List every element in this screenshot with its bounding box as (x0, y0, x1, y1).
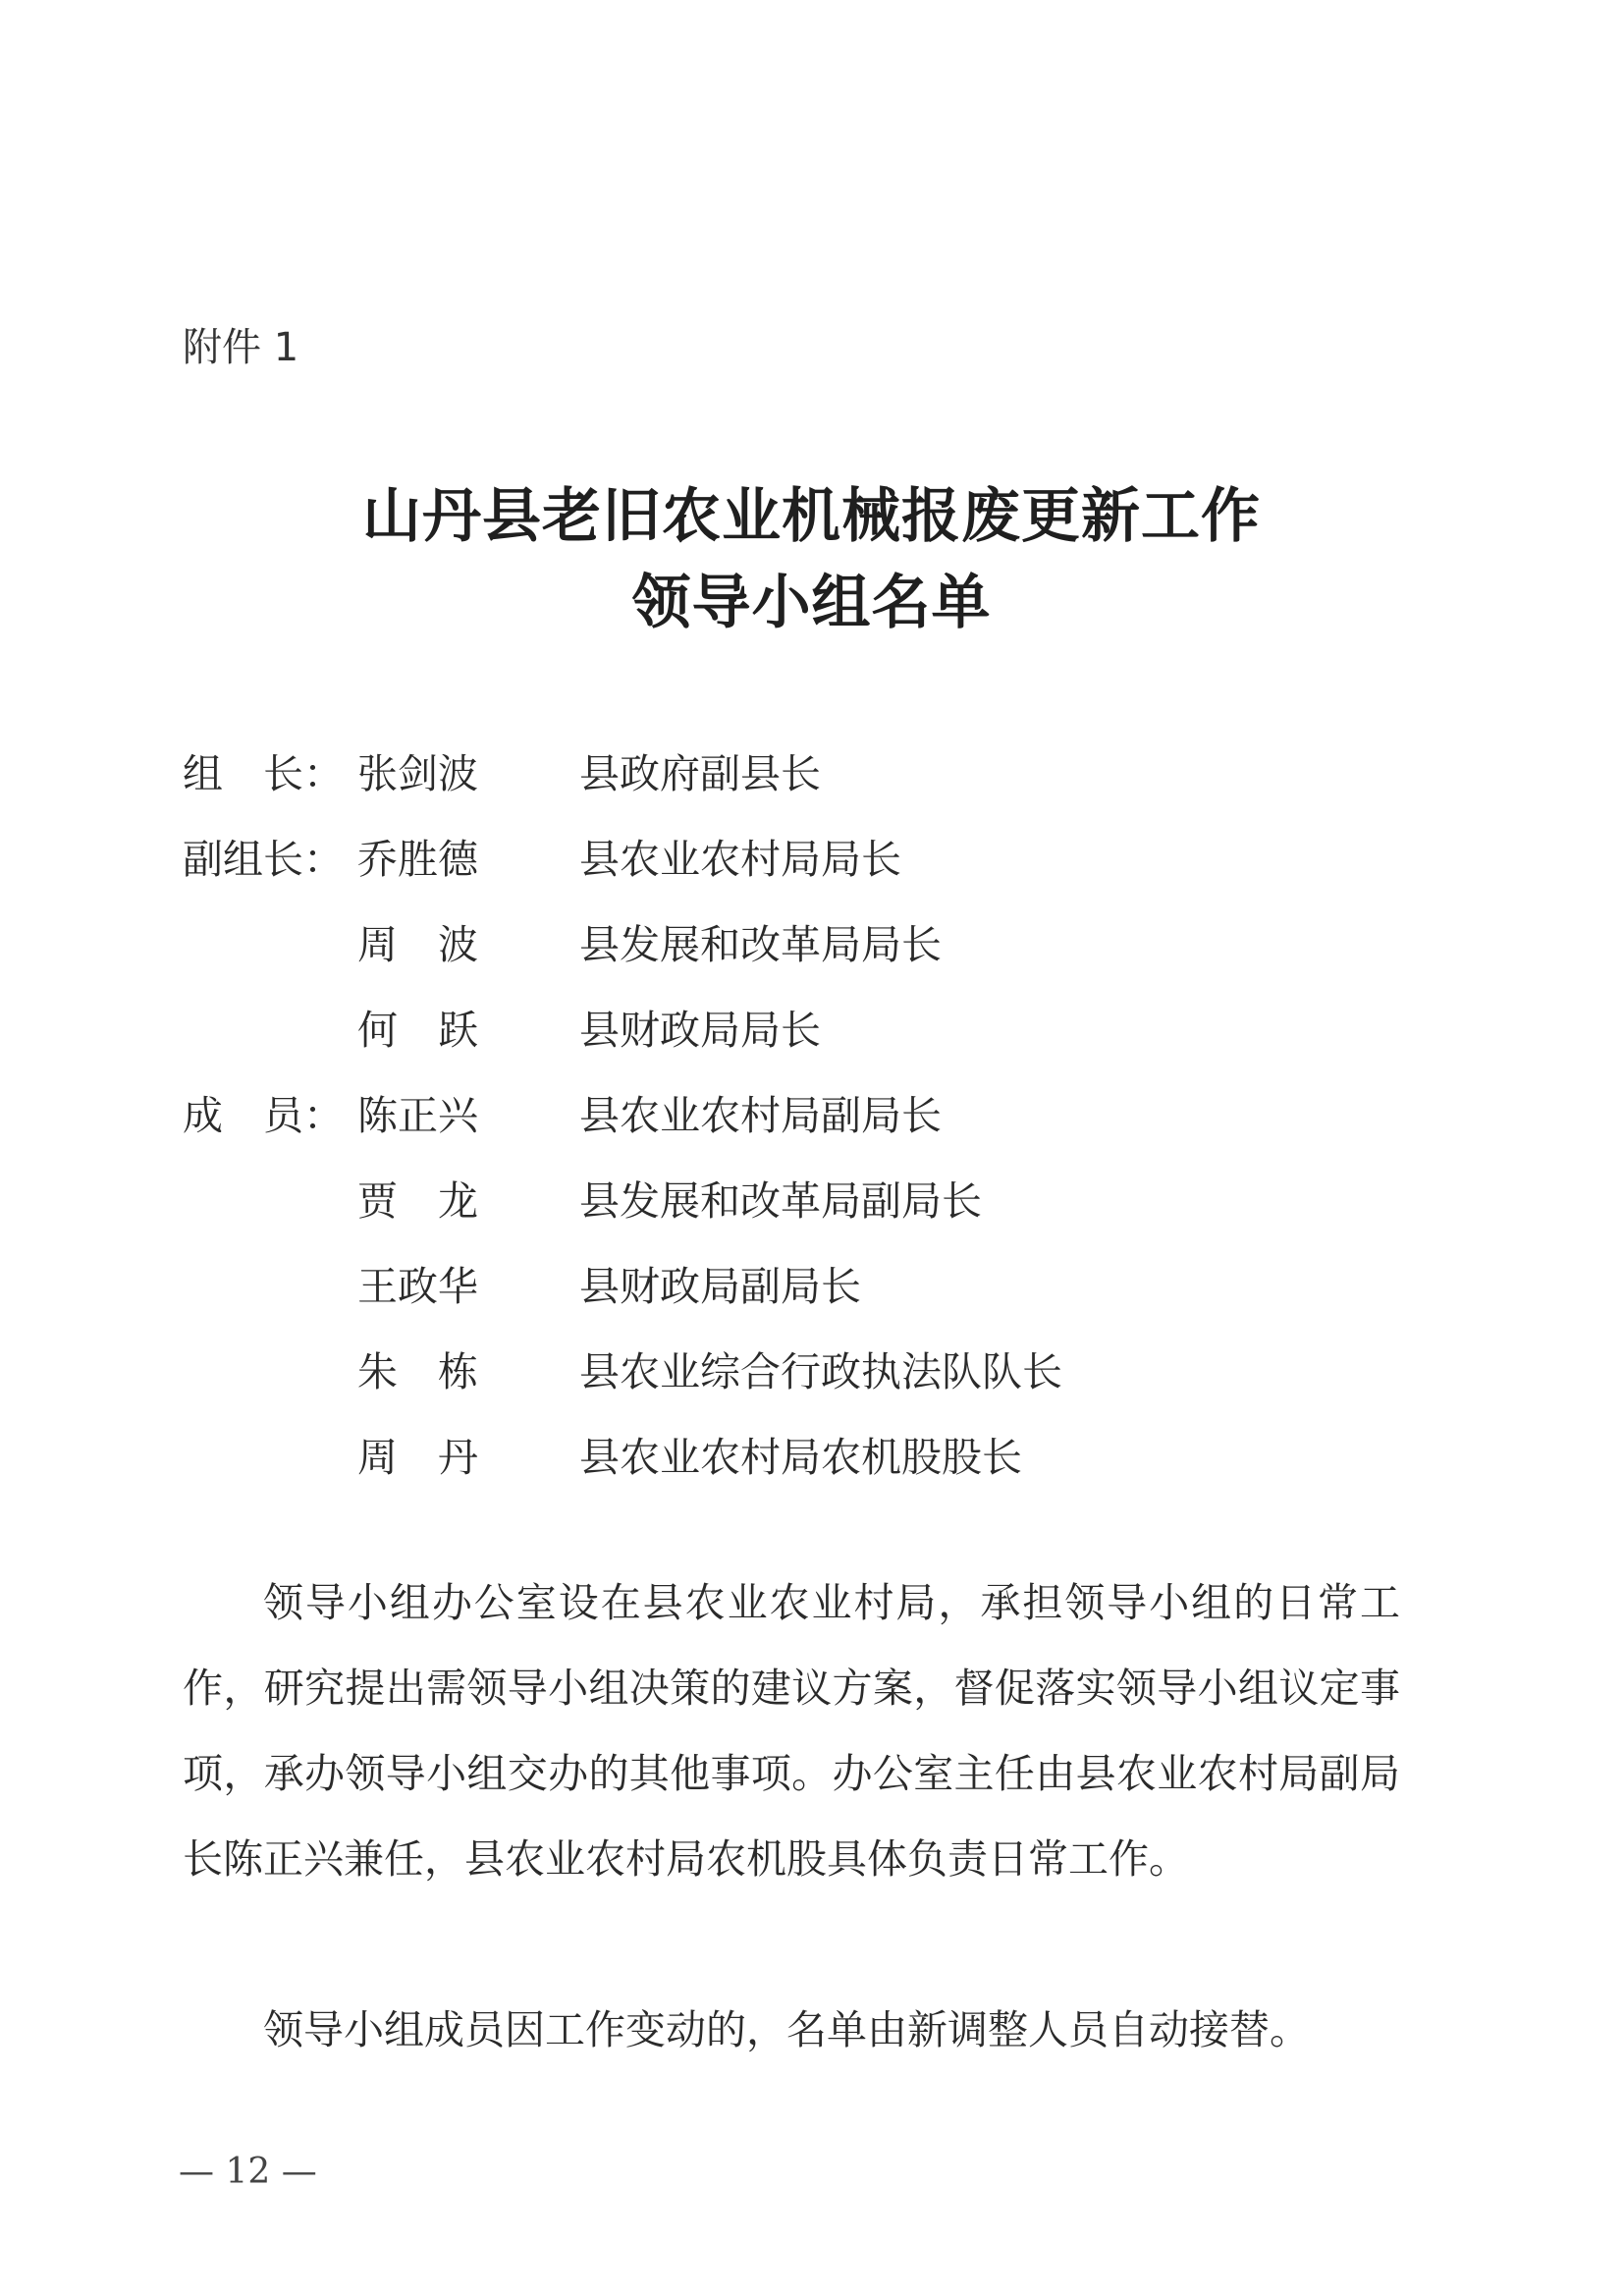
roster-row (183, 830, 1459, 915)
page-number: — 12 — (179, 2152, 317, 2192)
roster-position: 县政府副县长 (579, 750, 821, 797)
roster-name: 周 丹 (357, 1434, 478, 1481)
roster-row (183, 1001, 1459, 1086)
roster-name: 贾 龙 (357, 1177, 478, 1225)
roster-name: 朱 栋 (357, 1348, 478, 1395)
roster-name: 乔胜德 (357, 836, 478, 883)
roster-name: 王政华 (357, 1263, 478, 1310)
document-title-line2: 领导小组名单 (631, 569, 992, 637)
roster-row (183, 1086, 1459, 1172)
roster-position: 县财政局副局长 (579, 1263, 861, 1310)
roster-role: 成 员： (183, 1092, 344, 1139)
roster-position: 县发展和改革局副局长 (579, 1177, 982, 1225)
attachment-label: 附件 1 (183, 325, 299, 370)
roster-name: 张剑波 (357, 750, 478, 797)
roster-name: 陈正兴 (357, 1092, 478, 1139)
roster-role: 副组长： (183, 836, 344, 883)
document-title-line1: 山丹县老旧农业机械报废更新工作 (362, 482, 1261, 551)
office-description-paragraph: 领导小组办公室设在县农业农业村局，承担领导小组的日常工作，研究提出需领导小组决策的建议方案，督促落实领导小组议定事项，承办领导小组交办的其他事项。办公室主任由县农业农村局副局长陈正兴兼任，县农业农村局农机股具体负责日常工作。 (183, 1579, 1400, 1883)
roster-name: 周 波 (357, 921, 478, 968)
roster-position: 县发展和改革局局长 (579, 921, 942, 968)
leadership-roster (183, 744, 1459, 1513)
roster-position: 县农业综合行政执法队队长 (579, 1348, 1062, 1395)
roster-position: 县农业农村局副局长 (579, 1092, 942, 1139)
roster-row (183, 915, 1459, 1001)
roster-position: 县财政局局长 (579, 1007, 821, 1054)
roster-position: 县农业农村局农机股股长 (579, 1434, 1022, 1481)
roster-position: 县农业农村局局长 (579, 836, 901, 883)
roster-row (183, 1257, 1459, 1342)
roster-role: 组 长： (183, 750, 344, 797)
roster-row (183, 1172, 1459, 1257)
roster-row (183, 1428, 1459, 1513)
member-replacement-paragraph: 领导小组成员因工作变动的，名单由新调整人员自动接替。 (263, 2006, 1310, 2053)
roster-name: 何 跃 (357, 1007, 478, 1054)
roster-row (183, 744, 1459, 830)
roster-row (183, 1342, 1459, 1428)
